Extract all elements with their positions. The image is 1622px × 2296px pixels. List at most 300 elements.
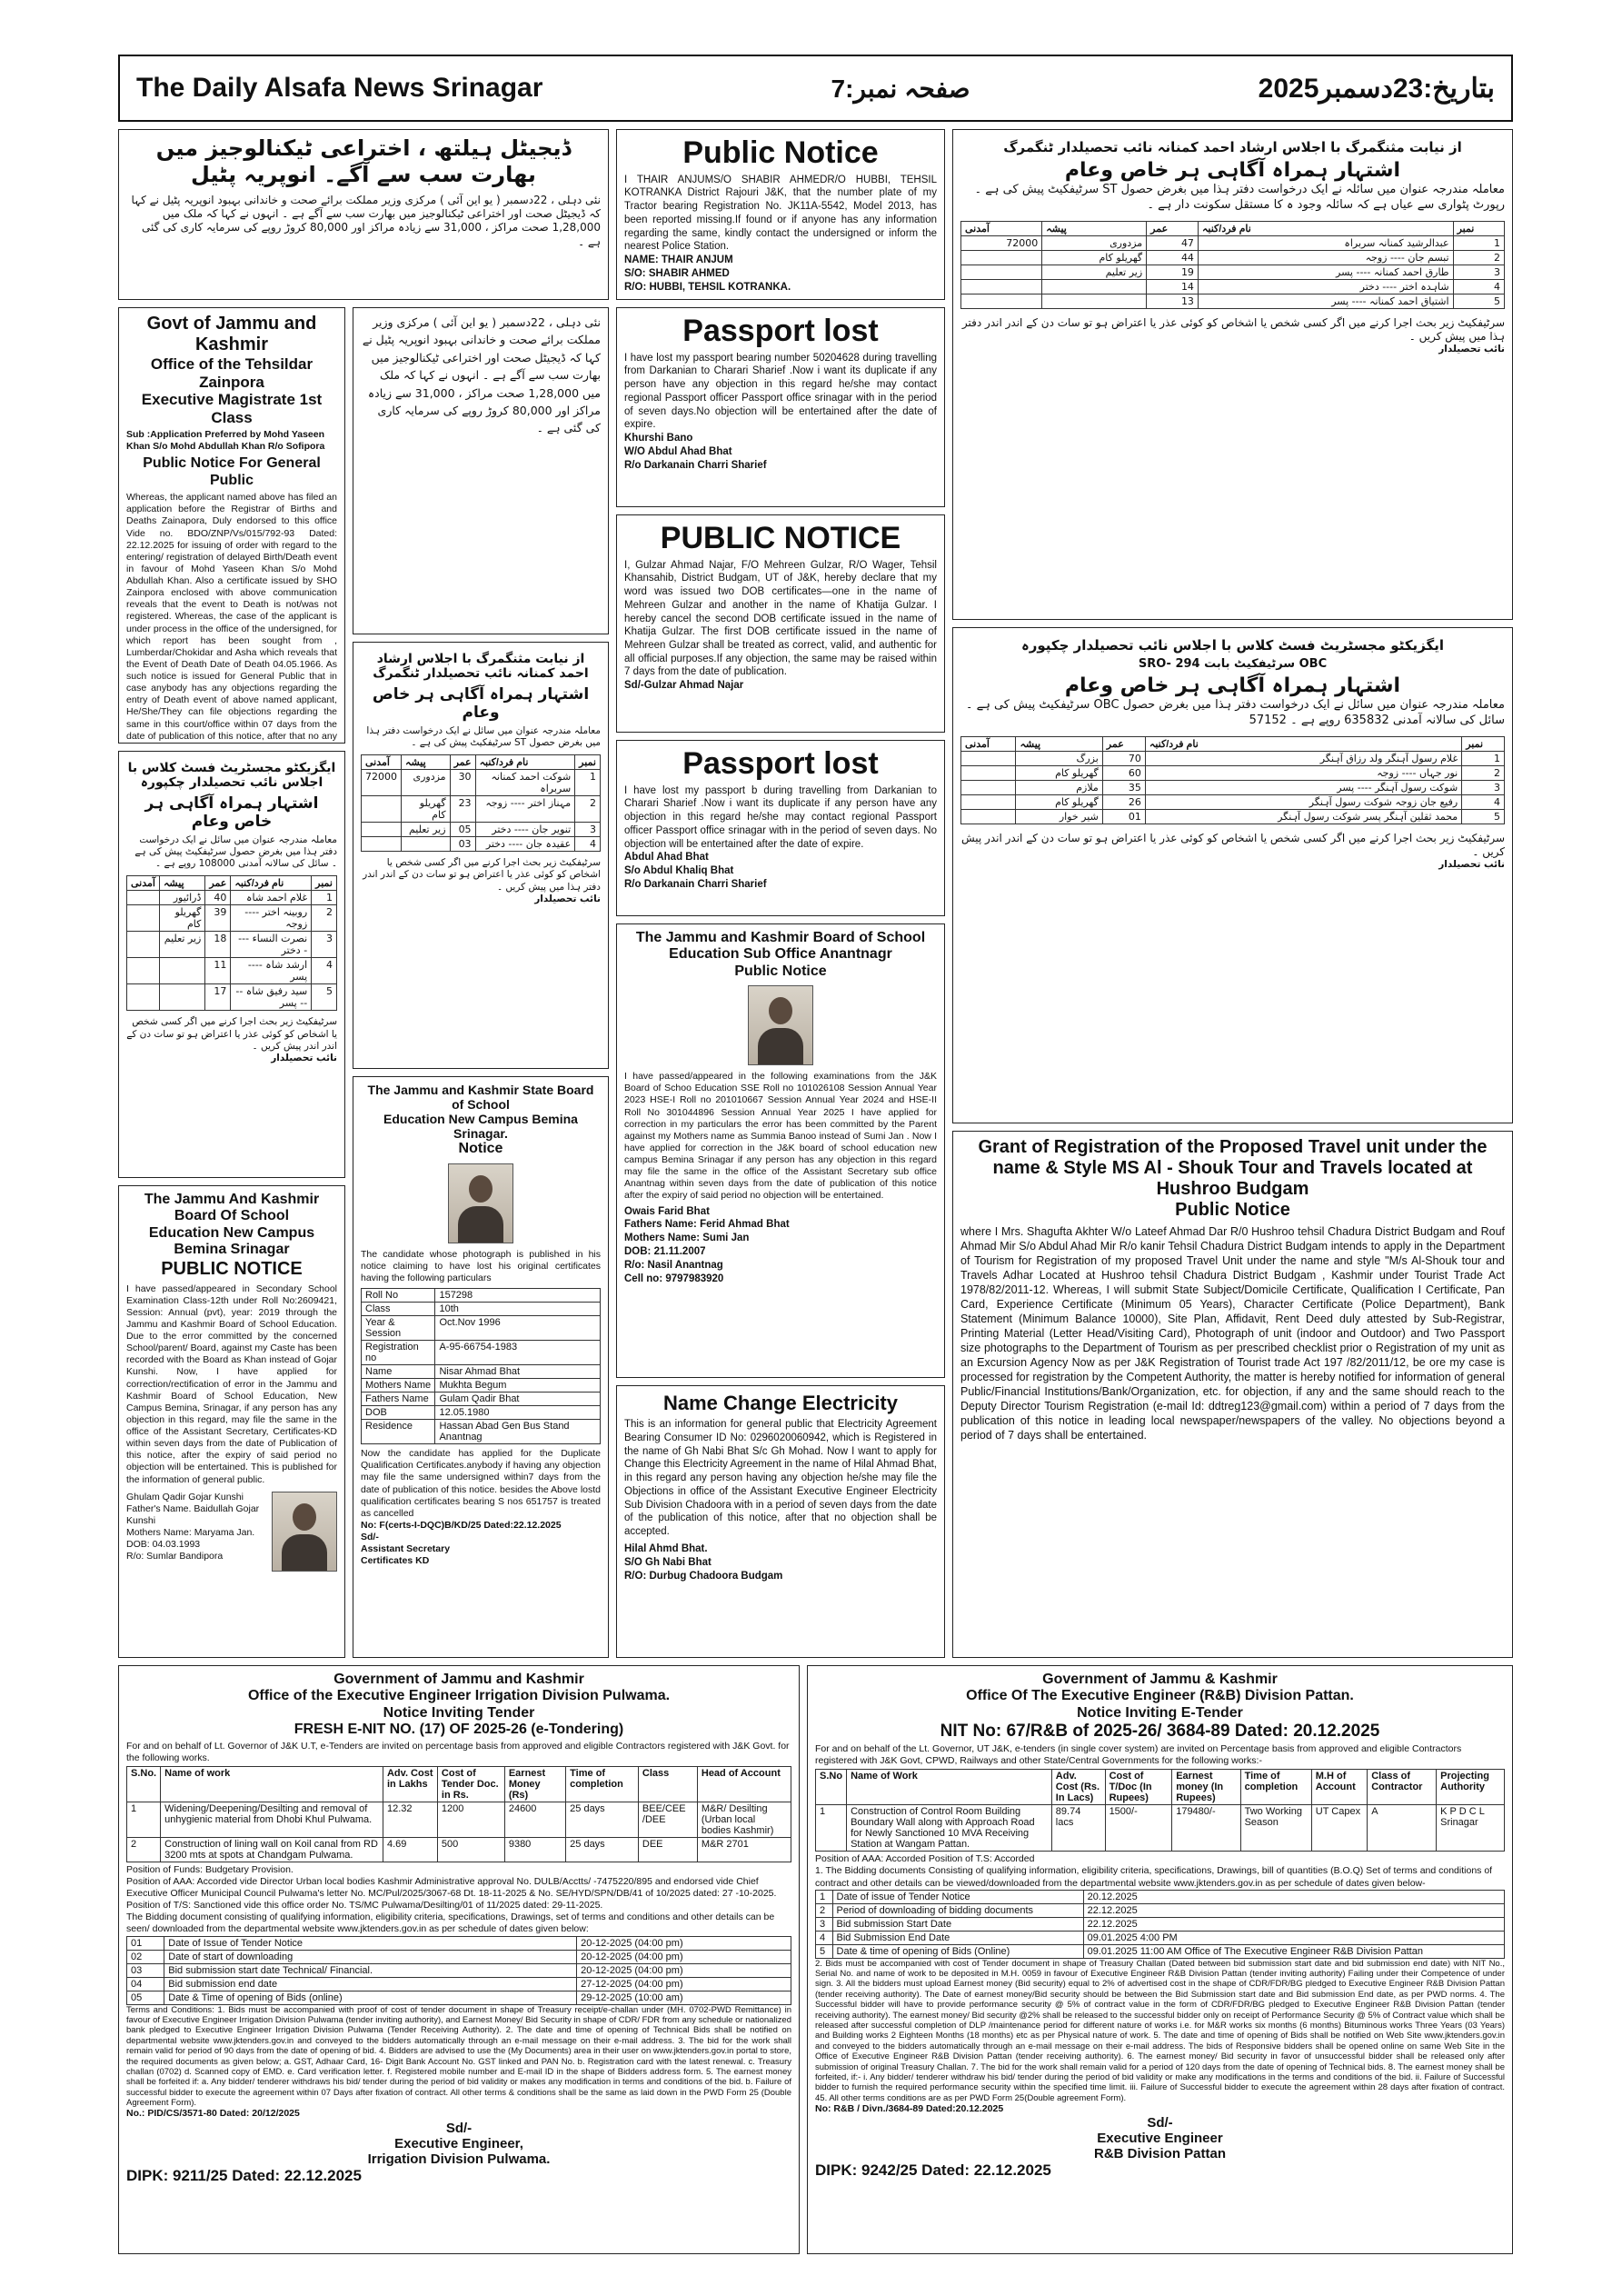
table-cell: 20.12.2025 <box>1083 1890 1504 1903</box>
notice-title: Public Notice <box>682 135 879 170</box>
applicant-residence: R/o: Nasil Anantnag <box>624 1260 723 1272</box>
notice-ro: R/O: Durbug Chadoora Budgam <box>624 1570 783 1582</box>
table-cell: 2 <box>1453 250 1504 265</box>
table-cell: M&R/ Desilting (Urban local bodies Kashmir) <box>697 1802 791 1837</box>
table-cell: مہناز اختر ---- زوجہ <box>475 796 575 823</box>
table-header: پیشہ <box>159 876 204 891</box>
notice-body: معاملہ مندرجہ عنوان میں سائل نے ایک درخواست دفتر ہذا میں بغرض حصول ST سرٹیفکیٹ پیش کی ہے ۔ <box>366 725 601 749</box>
tender-ref-number: No: R&B / Divn./3684-89 Dated:20.12.2025 <box>815 2103 1004 2115</box>
notice-title: اشتہار ہمراہ آگاہی ہر خاص وعام <box>372 685 590 722</box>
notice-title: The Jammu and Kashmir Board of School <box>635 930 926 945</box>
table-cell: نصرت النساء ---- دختر <box>231 932 312 958</box>
table-row <box>961 250 1505 265</box>
table-cell: 5 <box>816 1944 833 1958</box>
table-cell: 26 <box>1102 794 1145 809</box>
table-cell: اشتیاق احمد کمنانہ ---- پسر <box>1198 294 1453 308</box>
table-cell <box>1042 279 1147 294</box>
table-cell <box>961 265 1042 279</box>
table-cell: 47 <box>1147 235 1199 250</box>
table-header: پیشہ <box>1016 736 1102 751</box>
paper-name: The Daily Alsafa News Srinagar <box>136 73 543 103</box>
table-cell: 179480/- <box>1172 1805 1240 1852</box>
table-cell: BEE/CEE /DEE <box>638 1802 697 1837</box>
notice-body: This is an information for general public that Electricity Agreement Bearing Consumer ID No: 0296020060942, which is Registered in the name of Gh Nabi Bhat S/c Gh Mohad. Now I want to apply for Change this Electricity Agreement in the name of Hilal Ahmad Bhat, in this regard any person having any objection he/she may file the Objections in office of the Assistant Executive Engineer Electricity Sub Division Chadoora with in a period of seven days from the date of the publication of this notice, after that no objection shall be accepted. <box>624 1419 937 1538</box>
table-row <box>127 905 337 932</box>
notice-name: Abdul Ahad Bhat <box>624 852 709 863</box>
tender-irrigation-pulwama <box>118 1665 800 2254</box>
table-header: Name of work <box>161 1766 383 1802</box>
table-cell: 05 <box>450 823 475 837</box>
tender-bidding: 1. The Bidding documents Consisting of qualifying information, eligibility criteria, specifications, Drawings, bill of quantities (B.O.Q) Set of terms and conditions of contract and other details can be viewed/downloaded from the departmental website www.jktenders.gov.in as per schedule of dates given below- <box>815 1865 1493 1889</box>
table-row <box>961 809 1505 824</box>
table-cell <box>362 823 402 837</box>
tender-intro: For and on behalf of Lt. Governor of J&K U.T, e-Tenders are invited on percentage basis from approved and eligible Contractors registered with J&K Govt. for the following works. <box>126 1740 790 1763</box>
table-header: آمدنی <box>961 736 1016 751</box>
applicant-name: Ghulam Qadir Gojar Kunshi <box>126 1491 244 1502</box>
applicant-residence: R/o: Sumlar Bandipora <box>126 1551 224 1562</box>
tender-aaa: Position of AAA: Accorded vide Director Urban local bodies Kashmir Administrative approval No. DULB/Acctts/ -7475220/895 and endorsed vide Chief Executive Officer Municipal Council Pulwama's letter No. MC/Pul/2025/3067-68 Dt. 18-11-2025 & No. SE/HYD/SPN/DB/41 of 10/2025 dated: 27 -10-2025. <box>126 1875 777 1900</box>
notice-heading: PUBLIC NOTICE <box>161 1258 303 1279</box>
table-cell: 05 <box>127 1991 164 2004</box>
table-header: S.No. <box>127 1766 161 1802</box>
notice-title: The Jammu And Kashmir Board Of School <box>144 1192 320 1224</box>
table-cell: 11 <box>205 958 231 984</box>
table-cell: 19 <box>1147 265 1199 279</box>
table-cell: Mukhta Begum <box>435 1379 601 1393</box>
table-cell: 2 <box>312 905 337 932</box>
notice-body: معاملہ مندرجہ عنوان میں سائل نے ایک درخواست دفتر ہذا میں بغرض حصول سرٹیفکیٹ پیش کی ہے ۔ سائل کی سالانہ آمدنی 108000 روپے ہے ۔ <box>134 834 337 870</box>
table-cell: تنویر جان ---- دختر <box>475 823 575 837</box>
notice-subject: Sub :Application Preferred by Mohd Yaseen Khan S/o Mohd Abdullah Khan R/o Sofipora <box>126 429 325 453</box>
notice-name: Khurshi Bano <box>624 433 693 444</box>
notice-so: S/o Abdul Khaliq Bhat <box>624 865 734 877</box>
table-cell: Construction of Control Room Building Boundary Wall along with Approach Road for Newly Sanctioned 10 MVA Receiving Station at Wangam Pattan. <box>847 1805 1052 1852</box>
tender-terms: 2. Bids must be accompanied with cost of Tender document in shape of Treasury Challan (Dated between bid submission start date and bid submission end date) with NIT No., Serial No. and name of work to be deposited in M.H. 0059 in favour of Executive Engineer R&B Division Pattan (tender inviting authority) Failing under their Competence of under sign. 3. All the bidders must upload Earnest money (Bid security) equal to 2% of advertised cost in the shape of CDR/FDR/BG pledged to Executive Engineer R&B Division Pattan (tender receiving authority). The Date of earnest money/Bid security should be between the Bid Submission start date and Bid submission End date, as per PWD norms. 4. The Successful bidder will have to provide performance security @ 5% of contract value in the form of CDR/FDR/BG pledged to Executive Engineer R&B Division Pattan (tender receiving authority). The earnest money/ Bid security @2% shall be released to the successful bidder only on receipt of Performance Security @ 5% of Contract value which shall be released after successful completion of DLP /maintenance period for different nature of works i.e. for M&R works six months (6 months) Bituminous works Three Years (03 Years) and Building works 2 Eighteen Months (18 months) etc as per Physical nature of work. 5. The date and time of opening of Bids shall be notified on Web Site www.jktenders.gov.in and conveyed to the bidders automatically through an e-mail message on their e-mail address. The bids of Responsive bidders shall be opened online on same Web Site in the Office of Executive Engineer R&B Division Pattan (tender receiving authority). 6. The earnest money/ Bid security in favor of unsuccessful bidder shall be released only after submission of original Treasury Challan. 7. The bid for the work shall remain valid for a period of 120 days from the date of opening of Technical bids. 8. The earnest money shall be forfeited, if:- i. Any bidder/ tenderer withdraw his bid/ tender during the period of bid validity or make any modifications in the terms and conditions of the bid. ii. Failure of Successful bidder to furnish the required performance security within the specified time limit. iii. Failure of Successful bidder to execute the agreement within 28 days after fixation of contract. 45. All other terms conditions are as per PWD Form 25(Double agreement Form). <box>815 1958 1505 2103</box>
tender-intro: For and on behalf of the Lt. Governor, UT J&K, e-tenders (in single cover system) are invited on Percentage basis from approved and eligible Contractors registered with J&K Govt, CPWD, Railways and other State/Central Governments for the following works:- <box>815 1743 1462 1767</box>
table-header: آمدنی <box>362 755 402 770</box>
tender-signature: Executive Engineer, <box>394 2135 523 2151</box>
table-header: آمدنی <box>127 876 160 891</box>
table-cell: مزدوری <box>1042 235 1147 250</box>
table-cell: رفیع جان زوجہ شوکت رسول آہنگر <box>1145 794 1461 809</box>
table-header: عمر <box>205 876 231 891</box>
table-cell: 4 <box>1462 794 1505 809</box>
table-cell: 2 <box>127 1837 161 1862</box>
notice-heading: Public Notice <box>734 963 827 979</box>
notice-body: I have passed/appeared in Secondary School Examination Class-12th under Roll No:2609421, Session: Annual (pvt), year: 2019 through the Jammu and Kashmir Board of School Education. Due to the error committed by the concerned School/parent/ Board, against my Caste has been recorded with the Board as Khan instead of Gojar Kunshi. Now, I have applied for correction/rectification of error in the Jammu and Kashmir Board of School Education, New Campus Bemina, Srinagar, if any person has any objection in this regard, may file the same in the office of the Assistant Secretary, Certificates-KD within seven days from the date of Publication of this notice, after the expiry of said period no objection will be entertained. This is published for the information of general public. <box>126 1283 337 1485</box>
works-table <box>126 1766 791 1862</box>
table-header: پیشہ <box>402 755 451 770</box>
tender-signature: R&B Division Pattan <box>1093 2146 1227 2162</box>
issue-date: بتاریخ:23دسمبر2025 <box>1258 73 1495 104</box>
urdu-news-body: نئی دہلی ، 22دسمبر ( یو این آئی ) مرکزی وزیر مملکت برائے صحت و خاندانی بہبود انوپریہ پٹیل نے کہا کہ ڈیجیٹل صحت اور اختراعی ٹیکنالوجیز میں بھارت سب سے آگے ہے ۔ انہوں نے کہا کہ ملک میں 1,28,000 صحت مراکز ، 31,000 سے زیادہ مراکز اور 80,000 کروڑ روپے کی سرمایہ کاری کی گئی ہے ۔ <box>362 315 601 435</box>
tender-sd: Sd/- <box>445 2120 473 2136</box>
notice-body: I have lost my passport b during travelling from Darkanian to Charari Sharief .Now i want its duplicate if any person have any objection in this regard he/she may contact regional Passport officer Passport office srinagar with in the period of seven days. No objection will be entertained after the date of expire. <box>624 784 937 850</box>
table-cell <box>127 891 160 905</box>
table-header: عمر <box>450 755 475 770</box>
notice-title: Education Sub Office Anantnagr <box>669 946 892 963</box>
tender-aaa: Position of AAA: Accorded Position of T.S: Accorded <box>815 1853 1035 1865</box>
table-cell: روبینہ اختر ---- زوجہ <box>231 905 312 932</box>
applicant-photo <box>748 985 813 1065</box>
urdu-news-article <box>118 129 609 300</box>
passport-lost-notice <box>616 307 945 507</box>
table-cell: Class <box>362 1303 435 1316</box>
notice-title: Passport lost <box>682 314 879 348</box>
table-row <box>362 1393 601 1406</box>
notice-wo: W/O Abdul Ahad Bhat <box>624 445 732 457</box>
dipk-number: DIPK: 9211/25 Dated: 22.12.2025 <box>126 2166 362 2184</box>
table-cell: 1 <box>312 891 337 905</box>
tender-ref-number: No.: PID/CS/3571-80 Dated: 20/12/2025 <box>126 2108 300 2120</box>
tender-bidding: The Bidding document consisting of qualifying information, eligibility criteria, specifications, Drawings, set of terms and conditions and other details can be seen/ downloaded from the departmental website www.jktenders.gov.in as per schedule of dates given below: <box>126 1912 775 1935</box>
tehsildar-zainpora-notice <box>118 307 345 744</box>
table-cell: 4.69 <box>383 1837 437 1862</box>
table-header: Head of Account <box>697 1766 791 1802</box>
table-cell: ملازم <box>1016 780 1102 794</box>
table-row <box>127 1977 791 1991</box>
table-row <box>961 265 1505 279</box>
notice-ro: R/O: HUBBI, TEHSIL KOTRANKA. <box>624 281 791 293</box>
notice-title: Education New Campus Bemina Srinagar. <box>383 1112 578 1142</box>
table-cell <box>961 279 1042 294</box>
table-row <box>362 837 601 852</box>
notice-footer: سرٹیفکیٹ زیر بحث اجرا کرنے میں اگر کسی شخص یا اشخاص کو کوئی عذر یا اعتراض ہو تو سات دن کے اندر اندر پیش کریں ۔ <box>126 1016 337 1052</box>
tender-title: Office Of The Executive Engineer (R&B) Division Pattan. <box>966 1688 1354 1704</box>
table-cell: Date & Time of opening of Bids (online) <box>164 1991 577 2004</box>
passport-lost-notice-2 <box>616 740 945 916</box>
table-cell: غلام احمد شاہ <box>231 891 312 905</box>
table-row <box>127 891 337 905</box>
notice-body: Now the candidate has applied for the Duplicate Qualification Certificates.anybody if having any objection may file the same undersigned within7 days from the date of publication of this notice. besides the Above lostd qualification certificates bearing S nos 651757 is treated as cancelled <box>361 1448 601 1519</box>
table-cell: گھریلو کام <box>1016 794 1102 809</box>
public-notice-gulzar <box>616 514 945 733</box>
table-cell: 4 <box>575 837 601 852</box>
table-row <box>127 1802 791 1837</box>
table-row <box>362 1379 601 1393</box>
table-cell: 3 <box>312 932 337 958</box>
notice-so: S/O Gh Nabi Bhat <box>624 1556 711 1568</box>
table-cell: Period of downloading of bidding documents <box>832 1903 1083 1917</box>
table-header: Time of completion <box>566 1766 639 1802</box>
table-cell: 72000 <box>961 235 1042 250</box>
notice-heading: Public Notice <box>1175 1200 1290 1220</box>
tender-number: NIT No: 67/R&B of 2025-26/ 3684-89 Dated: 20.12.2025 <box>940 1722 1380 1742</box>
table-cell: M&R 2701 <box>697 1837 791 1862</box>
table-row <box>961 294 1505 308</box>
notice-title: The Jammu and Kashmir State Board of School <box>367 1083 594 1113</box>
table-cell: 24600 <box>504 1802 565 1837</box>
table-cell: بزرگ <box>1016 751 1102 765</box>
table-cell: A <box>1368 1805 1437 1852</box>
candidate-photo <box>448 1163 513 1243</box>
table-cell: 40 <box>205 891 231 905</box>
table-header-row <box>127 876 337 891</box>
table-header: Name of Work <box>847 1770 1052 1805</box>
table-header: Projecting Authority <box>1437 1770 1505 1805</box>
table-cell: Widening/Deepening/Desilting and removal of unhygienic material from Dhobi Khul Pulwama. <box>161 1802 383 1837</box>
table-row <box>961 794 1505 809</box>
table-cell: 02 <box>127 1950 164 1963</box>
table-cell: 72000 <box>362 770 402 796</box>
tender-terms: Terms and Conditions: 1. Bids must be accompanied with proof of cost of tender document in shape of Treasury receipt/e-challan under (MH. 0702-PWD Remittance) in favour of Executive Engineer Irrigation Division Pulwama (tender inviting authority), and Earnest Money/ Bid Security in shape of CDR/ FDR from any schedule or nationalized bank pledged to Executive Engineer Irrigation Division Pulwama (Tender Receiving Authority). 2. The date and time of opening of Technical Bids shall be notified on departmental website www.jktenders.gov.in and conveyed to the bidders automatically through an e-mail message on their e-mail address. 3. The bid for the work shall remain valid for period of 90 days from the date of opening of bid. 4. Bidders are advised to use the (My Documents) area in their user on www.jktenders.gov.in portal to store, the required documents as given below; a. GST, Adhaar Card, 16- Digit Bank Account No. GST linked and PAN No. b. Registration card with the latest renewal. c. Treasury challan (0702) d. Scanned copy of EMD. e. Card verification letter. f. Registered mobile number and E-mail ID in the shape of Bidders address form. 5. The earnest money shall be forfeited if: a. Any bidder/ tenderer withdraws his bid/ tender during the period of bid validity or makes any modification in terms and conditions of the bid. b. Failure of successful bidder to execute the agreement within 07 Days after fixation of contract. All other terms & conditions shall be the same as laid down in the PWD Form 25 (Double Agreement Form). <box>126 2004 791 2109</box>
board-notice-anantnag <box>616 923 945 1378</box>
table-cell: 03 <box>127 1963 164 1977</box>
table-cell: Registration no <box>362 1341 435 1365</box>
table-header: Earnest Money (Rs) <box>504 1766 565 1802</box>
applicant-dob: DOB: 04.03.1993 <box>126 1539 201 1551</box>
table-row <box>362 1406 601 1420</box>
table-cell: 1 <box>1453 235 1504 250</box>
schedule-table <box>126 1936 791 2005</box>
tender-number: FRESH E-NIT NO. (17) OF 2025-26 (e-Tondering) <box>294 1722 624 1738</box>
table-cell: زیر تعلیم <box>159 932 204 958</box>
notice-footer: سرٹیفکیٹ زیر بحث اجرا کرنے میں اگر کسی شخص یا اشخاص کو کوئی عذر یا اعتراض ہو تو سات دن کے اندر اندر پیش کریں ۔ <box>960 831 1505 858</box>
table-cell: 01 <box>127 1936 164 1950</box>
notice-body: I THAIR ANJUMS/O SHABIR AHMEDR/O HUBBI, TEHSIL KOTRANKA District Rajouri J&K, that the number plate of my Tractor bearing Registration No. JK11A-5542, Model 2013, has been reported missing.If found or if anyone has any information regarding the same, kindly contact the undersigned or inform the nearest Police Station. <box>624 174 937 253</box>
table-cell: 70 <box>1102 751 1145 765</box>
table-cell: Gulam Qadir Bhat <box>435 1393 601 1406</box>
table-cell <box>402 837 451 852</box>
notice-heading: ایگزیکٹو مجسٹریٹ فسٹ کلاس با اجلاس نائب تحصیلدار چکپورہ <box>1020 637 1445 654</box>
table-cell: شیر خوار <box>1016 809 1102 824</box>
notice-signature: Assistant Secretary <box>361 1543 451 1555</box>
table-cell: UT Capex <box>1311 1805 1367 1852</box>
table-header: نمبر <box>312 876 337 891</box>
notice-signature: Sd/-Gulzar Ahmad Najar <box>624 680 744 692</box>
masthead <box>118 55 1513 122</box>
family-table <box>361 754 601 852</box>
urdu-tehsildar-notice <box>952 129 1513 620</box>
notice-title: Govt of Jammu and Kashmir <box>146 314 317 354</box>
notice-title: اشتہار ہمراہ آگاہی ہر خاص وعام <box>1064 159 1401 182</box>
table-cell: 30 <box>450 770 475 796</box>
table-row <box>362 1289 601 1303</box>
table-row <box>127 932 337 958</box>
dipk-number: DIPK: 9242/25 Dated: 22.12.2025 <box>815 2161 1051 2180</box>
table-cell: 14 <box>1147 279 1199 294</box>
table-cell: 89.74 lacs <box>1051 1805 1105 1852</box>
table-cell <box>961 794 1016 809</box>
tender-rb-pattan <box>807 1665 1513 2254</box>
table-row <box>362 796 601 823</box>
table-cell <box>159 958 204 984</box>
notice-heading: ایگزیکٹو مجسٹریٹ فسٹ کلاس با اجلاس نائب تحصیلدار چکپورہ <box>127 761 336 790</box>
table-cell <box>961 780 1016 794</box>
tender-title: Notice Inviting Tender <box>383 1704 535 1721</box>
table-cell <box>961 294 1042 308</box>
table-cell: غلام رسول آہنگر ولد رزاق آہنگر <box>1145 751 1461 765</box>
table-header-row <box>127 1766 791 1802</box>
table-row <box>362 1341 601 1365</box>
table-cell: 2 <box>816 1903 833 1917</box>
table-cell: 1 <box>1462 751 1505 765</box>
table-row <box>362 770 601 796</box>
particulars-table <box>361 1288 601 1444</box>
notice-title: Name Change Electricity <box>663 1392 898 1414</box>
table-cell: طارق احمد کمنانہ ---- پسر <box>1198 265 1453 279</box>
table-row <box>127 1837 791 1862</box>
table-row <box>816 1917 1505 1931</box>
table-header: Class of Contractor <box>1368 1770 1437 1805</box>
table-header: Adv. Cost in Lakhs <box>383 1766 437 1802</box>
table-row <box>127 1963 791 1977</box>
table-cell: 03 <box>450 837 475 852</box>
notice-title: Executive Magistrate 1st Class <box>141 391 323 426</box>
table-cell: 1500/- <box>1105 1805 1172 1852</box>
table-cell <box>1042 294 1147 308</box>
notice-number: No: F(certs-I-DQC)B/KD/25 Dated:22.12.2025 <box>361 1519 562 1531</box>
notice-title: اشتہار ہمراہ آگاہی ہر خاص وعام <box>1064 674 1401 697</box>
table-cell: DOB <box>362 1406 435 1420</box>
table-cell: عقیدہ جان ---- دختر <box>475 837 575 852</box>
newspaper-page <box>118 55 1513 2254</box>
table-cell: Name <box>362 1365 435 1379</box>
notice-name: Hilal Ahmd Bhat. <box>624 1542 708 1554</box>
notice-title: PUBLIC NOTICE <box>660 521 901 555</box>
table-cell: نور جہاں ---- زوجہ <box>1145 765 1461 780</box>
notice-body: معاملہ مندرجہ عنوان میں سائلہ نے ایک درخواست دفتر ہذا میں بغرض حصول ST سرٹیفکیٹ پیش کی ہے ۔ رپورٹ پٹواری سے عیاں ہے کہ سائلہ وجود ہ کا مستقل سکونت دار ہے ۔ <box>974 183 1505 213</box>
table-row <box>127 1950 791 1963</box>
table-cell: DEE <box>638 1837 697 1862</box>
applicant-father: Father's Name. Baidullah Gojar Kunshi <box>126 1502 260 1526</box>
tender-funds: Position of Funds: Budgetary Provision. <box>126 1863 294 1875</box>
table-cell: 23 <box>450 796 475 823</box>
table-cell: Fathers Name <box>362 1393 435 1406</box>
table-cell: سید رفیق شاہ ---- پسر <box>231 984 312 1011</box>
notice-signature: Certificates KD <box>361 1555 430 1567</box>
table-cell: 12.05.1980 <box>435 1406 601 1420</box>
table-cell <box>961 809 1016 824</box>
table-cell: Date of issue of Tender Notice <box>832 1890 1083 1903</box>
tender-title: Government of Jammu & Kashmir <box>1042 1672 1278 1687</box>
table-header-row <box>362 755 601 770</box>
table-cell: Bid submission Start Date <box>832 1917 1083 1931</box>
applicant-dob: DOB: 21.11.2007 <box>624 1246 706 1258</box>
notice-title: اشتہار ہمراہ آگاہی ہر خاص وعام <box>144 794 319 831</box>
table-cell: 1200 <box>437 1802 504 1837</box>
notice-signature: نائب تحصیلدار <box>534 893 601 904</box>
page-number: صفحہ نمبر:7 <box>831 74 970 103</box>
table-cell: 5 <box>1462 809 1505 824</box>
tender-signature: Executive Engineer <box>1097 2131 1223 2147</box>
table-cell: Bid Submission End Date <box>832 1931 1083 1944</box>
applicant-name: Owais Farid Bhat <box>624 1205 710 1217</box>
notice-body: where I Mrs. Shagufta Akhter W/o Lateef Ahmad Dar R/0 Hushroo tehsil Chadura District Budgam and Rouf Ahmad Mir S/o Abdul Ahad Mir R/o kanir Tehsil Chadura District Budgam intends to apply in the Department of Tourism for Registration of my proposed Travel Unit under the name and style "M/s Al-Shouk tour and Travels Adhar Located at Hushroo tehsil Chadura District Budgam , Kashmir under Tourist Trade Act 1978/82/2011-12. Whereas, I will submit State Subject/Domicile Certificate, Qualification I Certificate, Pan Card, Experience Certificate (Minimum 05 Years), Character Certificate (Police Department), Bank Statement (Minimum Balance 10000), Site Plan, Affidavit, Rent Deed duly attested by Sub-Registrar, Printing Material (Letter Head/Visiting Card), Photograph of unit (indoor and Outdoor) and Two Passport size photographs to the Department of Tourism as per prescribed checklist prior o Registration of my unit as an Excursion Agency Now as per J&K Registration of Tourist trade Act 197 /82/2011/12, be ore my case is processed for registration by the Competent Authority, the matter is hereby notified for information of general Public/Financial Institutions/Bank/Organization, etc. for objection, if any and the same should reach to the Deputy Director Tourism Registration (e-mail Id: ddtreg123@gmail.com) within a period of 7 days from the publication of this notice in leading local newspaper/newspapers of the valley. No objections beyond a period of 7 days shall be entertained. <box>960 1225 1505 1442</box>
table-row <box>816 1890 1505 1903</box>
table-row <box>127 1936 791 1950</box>
table-header: عمر <box>1102 736 1145 751</box>
notice-signature: نائب تحصیلدار <box>271 1052 337 1063</box>
table-cell: 09.01.2025 11:00 AM Office of The Executive Engineer R&B Division Pattan <box>1083 1944 1504 1958</box>
notice-name: NAME: THAIR ANJUM <box>624 255 733 265</box>
table-row <box>362 823 601 837</box>
table-header: Class <box>638 1766 697 1802</box>
family-table <box>960 221 1505 309</box>
table-cell: Roll No <box>362 1289 435 1303</box>
table-header: پیشہ <box>1042 221 1147 235</box>
table-row <box>816 1903 1505 1917</box>
notice-sd: Sd/- <box>361 1532 379 1543</box>
table-cell: 18 <box>205 932 231 958</box>
table-row <box>362 1365 601 1379</box>
public-notice-thair <box>616 129 945 300</box>
table-cell: 13 <box>1147 294 1199 308</box>
table-cell <box>362 837 402 852</box>
table-cell: 27-12-2025 (04:00 pm) <box>577 1977 791 1991</box>
table-header: Adv. Cost (Rs. In Lacs) <box>1051 1770 1105 1805</box>
table-cell: Two Working Season <box>1240 1805 1311 1852</box>
table-row <box>362 1420 601 1444</box>
table-cell: 5 <box>312 984 337 1011</box>
urdu-executive-magistrate-notice <box>118 751 345 1178</box>
table-header: M.H of Account <box>1311 1770 1367 1805</box>
applicant-photo <box>272 1492 337 1572</box>
schedule-table <box>815 1890 1505 1959</box>
notice-signature: نائب تحصیلدار <box>1438 859 1505 871</box>
table-cell: 22.12.2025 <box>1083 1917 1504 1931</box>
table-cell: 2 <box>575 796 601 823</box>
table-cell: 60 <box>1102 765 1145 780</box>
table-cell: A-95-66754-1983 <box>435 1341 601 1365</box>
notice-subject: OBC سرٹیفکیٹ بابت SRO- 294 <box>1138 657 1328 671</box>
table-cell <box>362 796 402 823</box>
table-cell: 4 <box>1453 279 1504 294</box>
table-cell: 12.32 <box>383 1802 437 1837</box>
table-cell: 17 <box>205 984 231 1011</box>
table-header: نمبر <box>1453 221 1504 235</box>
table-cell: 04 <box>127 1977 164 1991</box>
table-cell: 20-12-2025 (04:00 pm) <box>577 1936 791 1950</box>
table-cell: ڈرائیور <box>159 891 204 905</box>
table-cell: 2 <box>1462 765 1505 780</box>
table-row <box>362 1316 601 1341</box>
family-table <box>126 875 337 1011</box>
table-row <box>961 780 1505 794</box>
table-header: آمدنی <box>961 221 1042 235</box>
tender-title: Notice Inviting E-Tender <box>1077 1704 1243 1721</box>
travel-unit-registration <box>952 1131 1513 1658</box>
table-cell: 20-12-2025 (04:00 pm) <box>577 1950 791 1963</box>
notice-footer: سرٹیفکیٹ زیر بحث اجرا کرنے میں اگر کسی شخص یا اشخاص کو کوئی عذر یا اعتراض ہو تو سات دن کے اندر اندر دفتر ہذا میں پیش کریں ۔ <box>363 857 601 893</box>
table-cell: 3 <box>1462 780 1505 794</box>
applicant-cell: Cell no: 9797983920 <box>624 1273 724 1285</box>
board-notice-bemina <box>118 1185 345 1658</box>
notice-heading: Notice <box>458 1141 503 1157</box>
table-cell: ارشد شاہ ---- پسر <box>231 958 312 984</box>
urdu-tehsildar-notice <box>353 642 609 1069</box>
table-row <box>961 765 1505 780</box>
table-cell: Nisar Ahmad Bhat <box>435 1365 601 1379</box>
table-row <box>127 958 337 984</box>
table-cell: 4 <box>312 958 337 984</box>
tender-sd: Sd/- <box>1147 2115 1173 2131</box>
table-header: عمر <box>1147 221 1199 235</box>
table-header: نام فرد/کنبہ <box>1145 736 1461 751</box>
table-cell: 3 <box>1453 265 1504 279</box>
table-cell <box>159 984 204 1011</box>
notice-intro: The candidate whose photograph is published in his notice claiming to have lost his original certificates having the following particulars <box>361 1248 601 1284</box>
notice-body: I, Gulzar Ahmad Najar, F/O Mehreen Gulzar, R/O Wager, Tehsil Khansahib, District Budgam, UT of J&K, hereby declare that my word was issued two DOB certificates—one in the name of Mehreen Gulzar and another in the name of Khatija Gulzar. I hereby cancel the second DOB certificate issued in the name of Khatija Gulzar. The first DOB certificate issued in the name of Mehreen Gulzar shall be treated as correct, valid, and authentic for all official purposes.If any objection, the same may be raised within 7 days from the date of publication. <box>624 559 937 678</box>
table-header: نام فرد/کنبہ <box>475 755 575 770</box>
table-cell: 09.01.2025 4:00 PM <box>1083 1931 1504 1944</box>
table-cell <box>961 765 1016 780</box>
table-row <box>127 1991 791 2004</box>
table-cell: 25 days <box>566 1802 639 1837</box>
table-cell: K P D C L Srinagar <box>1437 1805 1505 1852</box>
tender-title: Government of Jammu and Kashmir <box>333 1672 584 1687</box>
table-row <box>961 751 1505 765</box>
